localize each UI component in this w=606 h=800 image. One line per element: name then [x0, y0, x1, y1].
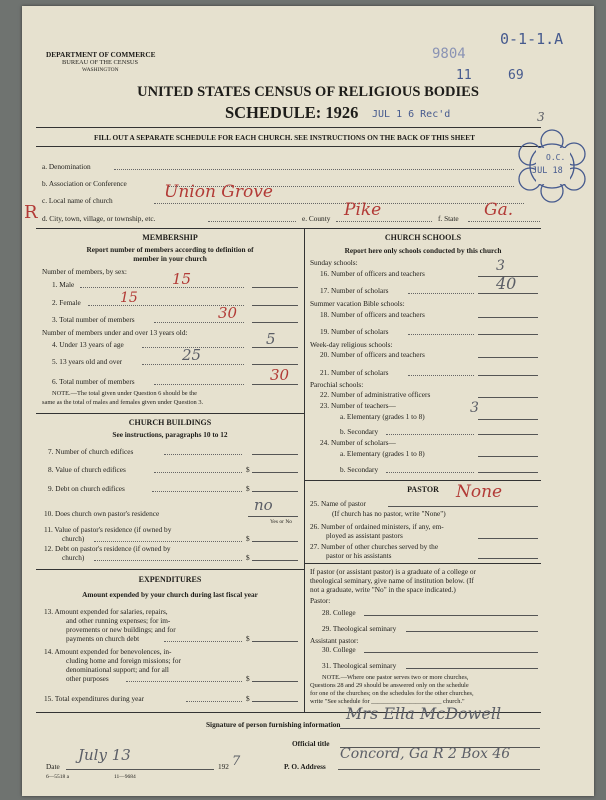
q25-pastor-value: None — [456, 482, 503, 502]
q16-value: 3 — [496, 258, 505, 274]
graduate-note-3: not a graduate, write "No" in the space indicated.) — [310, 585, 456, 594]
q1-male-value: 15 — [172, 270, 192, 288]
q16-label: 16. Number of officers and teachers — [320, 269, 425, 278]
q27-label-1: 27. Number of other churches served by the — [310, 542, 439, 551]
graduate-note-2: theological seminary, give name of institution below. (If — [310, 576, 474, 585]
q13-label-1: 13. Amount expended for salaries, repairs, — [44, 607, 168, 616]
q17-label: 17. Number of scholars — [320, 286, 389, 295]
schedule-year: SCHEDULE: 1926 — [225, 103, 359, 122]
stamp-number-69: 69 — [508, 68, 524, 83]
q1-male-label: 1. Male — [52, 280, 75, 289]
q11-dollar: $ — [246, 534, 250, 543]
seal-text-oc: O.C. — [546, 153, 566, 162]
q10-residence-value: no — [254, 496, 273, 514]
denomination-label: a. Denomination — [42, 162, 91, 171]
city-label: WASHINGTON — [82, 67, 119, 73]
year-value: 7 — [232, 754, 241, 769]
q23-label: 23. Number of teachers— — [320, 401, 396, 410]
q14-label-4: other purposes — [66, 674, 109, 683]
form-number: 6—5518 a — [46, 774, 70, 780]
q30-label: 30. College — [322, 645, 356, 654]
q2-female-value: 15 — [120, 290, 138, 306]
state-value: Ga. — [484, 200, 514, 220]
q23a-value: 3 — [470, 400, 479, 416]
assistant-pastor-subhead: Assistant pastor: — [310, 636, 359, 645]
print-number: 11—9684 — [114, 774, 136, 780]
q26-label-1: 26. Number of ordained ministers, if any, em- — [310, 522, 444, 531]
q22-label: 22. Number of administrative officers — [320, 390, 431, 399]
buildings-title: CHURCH BUILDINGS — [128, 418, 212, 427]
members-by-sex-label: Number of members, by sex: — [42, 267, 127, 276]
county-value: Pike — [344, 200, 382, 220]
q25-label: 25. Name of pastor — [310, 499, 366, 508]
q12-dollar: $ — [246, 553, 250, 562]
local-name-value: Union Grove — [164, 182, 273, 202]
q13-dollar: $ — [246, 634, 250, 643]
q3-total-label: 3. Total number of members — [52, 315, 135, 324]
seal-date: JUL 18 — [532, 166, 563, 176]
local-name-label: c. Local name of church — [42, 196, 113, 205]
graduate-note-1: If pastor (or assistant pastor) is a graduate of a college or — [310, 567, 476, 576]
pastor-note-2: Questions 28 and 29 should be answered only on the schedule — [310, 682, 469, 689]
census-schedule-page — [22, 6, 594, 796]
q26-label-2: ployed as assistant pastors — [326, 531, 403, 540]
weekday-schools-label: Week-day religious schools: — [310, 340, 393, 349]
q24b-label: b. Secondary — [340, 465, 379, 474]
q9-debt-edifices-label: 9. Debt on church edifices — [48, 484, 125, 493]
q15-label: 15. Total expenditures during year — [44, 694, 145, 703]
file-code-stamp: 0-1-1.A — [500, 30, 564, 48]
membership-sub2: member in your church — [133, 254, 207, 263]
q13-label-2: and other running expenses; for im- — [66, 616, 171, 625]
expenditures-title: EXPENDITURES — [138, 575, 202, 584]
q29-label: 29. Theological seminary — [322, 624, 397, 633]
stamp-number-11: 11 — [456, 68, 472, 83]
membership-note-1: NOTE.—The total given under Question 6 should be the — [52, 390, 198, 397]
q14-label-3: denominational support; and for all — [66, 665, 169, 674]
q17-value: 40 — [496, 274, 517, 293]
q18-label: 18. Number of officers and teachers — [320, 310, 425, 319]
q6-total-label: 6. Total number of members — [52, 377, 135, 386]
q5-over13-label: 5. 13 years old and over — [52, 357, 123, 366]
q11-label-2: church) — [62, 534, 85, 543]
pastor-note-3: for one of the churches; on the schedules for the other churches, — [310, 690, 474, 697]
q10-residence-label: 10. Does church own pastor's residence — [44, 509, 160, 518]
q12-label-2: church) — [62, 553, 85, 562]
q28-label: 28. College — [322, 608, 356, 617]
state-label: f. State — [438, 214, 459, 223]
po-address-value: Concord, Ga R 2 Box 46 — [340, 746, 511, 762]
pastor-title: PASTOR — [407, 485, 439, 494]
q24a-label: a. Elementary (grades 1 to 8) — [340, 449, 425, 458]
instruction-banner: FILL OUT A SEPARATE SCHEDULE FOR EACH CHURCH. SEE INSTRUCTIONS ON THE BACK OF THIS SHEET — [94, 133, 476, 142]
q23b-label: b. Secondary — [340, 427, 379, 436]
file-number-stamp: 9804 — [432, 46, 466, 62]
signature-label: Signature of person furnishing information — [206, 720, 341, 729]
corner-pencil-mark: 3 — [537, 110, 545, 124]
yes-or-no-hint: Yes or No — [270, 519, 293, 525]
q14-label-1: 14. Amount expended for benevolences, in- — [44, 647, 172, 656]
expenditures-sub: Amount expended by your church during last fiscal year — [82, 590, 258, 599]
q3-total-value: 30 — [218, 304, 238, 322]
sunday-schools-label: Sunday schools: — [310, 258, 358, 267]
summer-schools-label: Summer vacation Bible schools: — [310, 299, 405, 308]
q23a-label: a. Elementary (grades 1 to 8) — [340, 412, 425, 421]
q7-edifices-label: 7. Number of church edifices — [48, 447, 134, 456]
q27-label-2: pastor or his assistants — [326, 551, 392, 560]
membership-title: MEMBERSHIP — [142, 233, 198, 242]
q19-label: 19. Number of scholars — [320, 327, 389, 336]
year-prefix: 192 — [218, 762, 229, 771]
members-by-age-label: Number of members under and over 13 years old: — [42, 328, 188, 337]
q11-label-1: 11. Value of pastor's residence (if owned by — [44, 525, 172, 534]
bureau-label: BUREAU OF THE CENSUS — [62, 59, 139, 66]
q21-label: 21. Number of scholars — [320, 368, 389, 377]
association-label: b. Association or Conference — [42, 179, 127, 188]
q8-value-edifices-label: 8. Value of church edifices — [48, 465, 126, 474]
q13-label-4: payments on church debt — [66, 634, 140, 643]
margin-r-mark: R — [24, 202, 38, 223]
pastor-subhead: Pastor: — [310, 596, 331, 605]
q25-note: (If church has no pastor, write "None") — [332, 509, 446, 518]
membership-sub1: Report number of members according to definition of — [86, 245, 254, 254]
pastor-note-4: write "See schedule for ______________________ church." — [310, 698, 465, 705]
received-date-stamp: JUL 1 6 Rec'd — [372, 109, 451, 120]
date-label: Date — [46, 762, 60, 771]
date-value: July 13 — [78, 746, 131, 764]
official-title-label: Official title — [292, 739, 330, 748]
parochial-schools-label: Parochial schools: — [310, 380, 364, 389]
q15-dollar: $ — [246, 694, 250, 703]
q5-over13-value: 25 — [182, 346, 202, 364]
q14-dollar: $ — [246, 674, 250, 683]
department-label: DEPARTMENT OF COMMERCE — [46, 50, 156, 59]
q4-under13-label: 4. Under 13 years of age — [52, 340, 124, 349]
q6-total-value: 30 — [270, 366, 290, 384]
q24-label: 24. Number of scholars— — [320, 438, 396, 447]
pastor-note-1: NOTE.—Where one pastor serves two or more churches, — [322, 674, 469, 681]
q4-under13-value: 5 — [266, 330, 276, 348]
buildings-sub: See instructions, paragraphs 10 to 12 — [112, 430, 228, 439]
q8-dollar: $ — [246, 465, 250, 474]
q2-female-label: 2. Female — [52, 298, 81, 307]
membership-note-2: same as the total of males and females given under Question 3. — [42, 399, 204, 406]
po-address-label: P. O. Address — [284, 762, 326, 771]
schools-sub: Report here only schools conducted by this church — [344, 246, 502, 255]
signature-value: Mrs Ella McDowell — [346, 704, 502, 723]
schools-title: CHURCH SCHOOLS — [384, 233, 462, 242]
county-label: e. County — [302, 214, 331, 223]
city-town-label: d. City, town, village, or township, etc. — [42, 214, 156, 223]
q14-label-2: cluding home and foreign missions; for — [66, 656, 181, 665]
q31-label: 31. Theological seminary — [322, 661, 397, 670]
q20-label: 20. Number of officers and teachers — [320, 350, 425, 359]
q9-dollar: $ — [246, 484, 250, 493]
q12-label-1: 12. Debt on pastor's residence (if owned by — [44, 544, 171, 553]
form-title: UNITED STATES CENSUS OF RELIGIOUS BODIES — [137, 84, 479, 100]
q13-label-3: provements or new buildings; and for — [66, 625, 176, 634]
